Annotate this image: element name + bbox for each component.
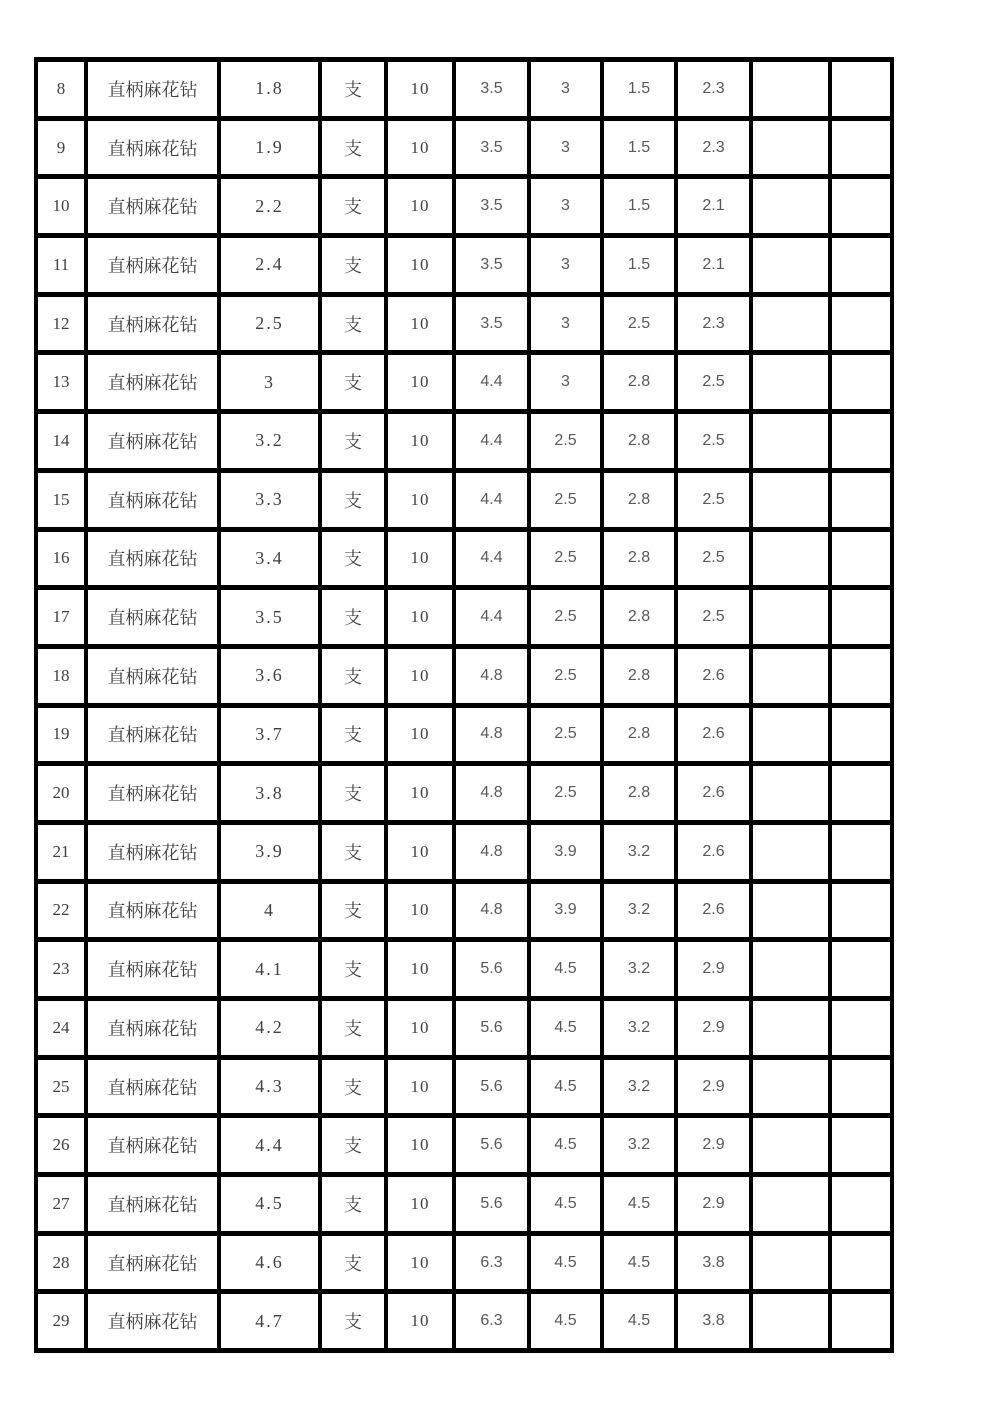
table-row [36, 60, 892, 119]
cell-quantity: 10 [386, 412, 454, 471]
cell-unit: 支 [320, 999, 386, 1058]
cell-blank-1 [751, 1292, 830, 1351]
cell-spec: 4.7 [219, 1292, 320, 1351]
cell-blank-1 [751, 470, 830, 529]
cell-value-4: 2.3 [676, 118, 751, 177]
cell-row-number: 21 [36, 822, 86, 881]
cell-value-3: 1.5 [602, 60, 676, 119]
cell-blank-2 [830, 294, 892, 353]
cell-spec: 3.3 [219, 470, 320, 529]
cell-quantity: 10 [386, 177, 454, 236]
cell-quantity: 10 [386, 236, 454, 295]
cell-unit: 支 [320, 353, 386, 412]
cell-value-3: 2.8 [602, 764, 676, 823]
cell-unit: 支 [320, 1116, 386, 1175]
cell-spec: 1.9 [219, 118, 320, 177]
cell-item-name: 直柄麻花钻 [86, 822, 219, 881]
cell-blank-1 [751, 60, 830, 119]
cell-value-1: 3.5 [454, 60, 529, 119]
cell-value-4: 2.1 [676, 236, 751, 295]
cell-blank-2 [830, 764, 892, 823]
cell-spec: 3.5 [219, 588, 320, 647]
cell-value-1: 5.6 [454, 1057, 529, 1116]
cell-item-name: 直柄麻花钻 [86, 764, 219, 823]
table-row [36, 646, 892, 705]
cell-unit: 支 [320, 529, 386, 588]
cell-quantity: 10 [386, 1057, 454, 1116]
cell-value-2: 3.9 [529, 881, 602, 940]
cell-value-2: 4.5 [529, 1233, 602, 1292]
cell-quantity: 10 [386, 294, 454, 353]
cell-unit: 支 [320, 60, 386, 119]
cell-value-4: 2.3 [676, 60, 751, 119]
cell-unit: 支 [320, 118, 386, 177]
cell-blank-2 [830, 60, 892, 119]
cell-value-3: 2.8 [602, 353, 676, 412]
cell-value-3: 1.5 [602, 236, 676, 295]
cell-item-name: 直柄麻花钻 [86, 588, 219, 647]
cell-value-4: 2.6 [676, 646, 751, 705]
cell-value-4: 3.8 [676, 1233, 751, 1292]
cell-item-name: 直柄麻花钻 [86, 646, 219, 705]
cell-value-3: 2.5 [602, 294, 676, 353]
cell-value-4: 2.9 [676, 1116, 751, 1175]
cell-blank-1 [751, 412, 830, 471]
cell-value-2: 3 [529, 294, 602, 353]
cell-blank-2 [830, 118, 892, 177]
cell-blank-2 [830, 1292, 892, 1351]
table-row [36, 705, 892, 764]
cell-blank-1 [751, 294, 830, 353]
cell-value-4: 2.3 [676, 294, 751, 353]
cell-value-3: 2.8 [602, 470, 676, 529]
cell-blank-2 [830, 999, 892, 1058]
cell-blank-1 [751, 822, 830, 881]
cell-spec: 3.8 [219, 764, 320, 823]
cell-unit: 支 [320, 1233, 386, 1292]
cell-unit: 支 [320, 1057, 386, 1116]
cell-value-2: 2.5 [529, 588, 602, 647]
cell-row-number: 18 [36, 646, 86, 705]
cell-item-name: 直柄麻花钻 [86, 999, 219, 1058]
cell-value-4: 2.5 [676, 470, 751, 529]
cell-blank-1 [751, 529, 830, 588]
cell-value-1: 6.3 [454, 1233, 529, 1292]
cell-row-number: 26 [36, 1116, 86, 1175]
table-row [36, 588, 892, 647]
cell-blank-1 [751, 764, 830, 823]
cell-value-2: 3 [529, 353, 602, 412]
cell-value-3: 1.5 [602, 177, 676, 236]
cell-quantity: 10 [386, 60, 454, 119]
cell-spec: 2.2 [219, 177, 320, 236]
cell-quantity: 10 [386, 881, 454, 940]
cell-quantity: 10 [386, 646, 454, 705]
cell-value-3: 3.2 [602, 1116, 676, 1175]
cell-blank-2 [830, 646, 892, 705]
cell-value-3: 3.2 [602, 940, 676, 999]
cell-value-3: 2.8 [602, 588, 676, 647]
cell-spec: 4.3 [219, 1057, 320, 1116]
table-row [36, 412, 892, 471]
cell-blank-2 [830, 940, 892, 999]
cell-item-name: 直柄麻花钻 [86, 353, 219, 412]
cell-value-2: 4.5 [529, 999, 602, 1058]
cell-unit: 支 [320, 1175, 386, 1234]
cell-unit: 支 [320, 881, 386, 940]
cell-spec: 4.6 [219, 1233, 320, 1292]
cell-blank-2 [830, 353, 892, 412]
cell-value-1: 3.5 [454, 294, 529, 353]
cell-unit: 支 [320, 412, 386, 471]
cell-spec: 4 [219, 881, 320, 940]
cell-row-number: 17 [36, 588, 86, 647]
cell-spec: 4.2 [219, 999, 320, 1058]
cell-value-2: 3.9 [529, 822, 602, 881]
cell-item-name: 直柄麻花钻 [86, 236, 219, 295]
table-row [36, 177, 892, 236]
cell-value-3: 3.2 [602, 999, 676, 1058]
cell-value-3: 3.2 [602, 1057, 676, 1116]
table-row [36, 822, 892, 881]
cell-row-number: 16 [36, 529, 86, 588]
cell-blank-2 [830, 881, 892, 940]
table-row [36, 1057, 892, 1116]
cell-value-2: 4.5 [529, 940, 602, 999]
cell-quantity: 10 [386, 822, 454, 881]
cell-blank-1 [751, 118, 830, 177]
cell-blank-1 [751, 705, 830, 764]
cell-row-number: 20 [36, 764, 86, 823]
cell-value-2: 2.5 [529, 470, 602, 529]
cell-row-number: 28 [36, 1233, 86, 1292]
cell-blank-1 [751, 588, 830, 647]
cell-value-1: 5.6 [454, 940, 529, 999]
cell-blank-1 [751, 1116, 830, 1175]
drill-inventory-table [34, 57, 894, 1353]
cell-value-4: 2.9 [676, 999, 751, 1058]
cell-blank-1 [751, 236, 830, 295]
cell-blank-2 [830, 705, 892, 764]
cell-row-number: 15 [36, 470, 86, 529]
cell-spec: 3.4 [219, 529, 320, 588]
cell-spec: 3.7 [219, 705, 320, 764]
cell-blank-2 [830, 1057, 892, 1116]
cell-blank-2 [830, 529, 892, 588]
cell-quantity: 10 [386, 1292, 454, 1351]
cell-quantity: 10 [386, 940, 454, 999]
cell-row-number: 24 [36, 999, 86, 1058]
cell-unit: 支 [320, 588, 386, 647]
cell-row-number: 11 [36, 236, 86, 295]
cell-value-3: 2.8 [602, 412, 676, 471]
cell-unit: 支 [320, 470, 386, 529]
cell-quantity: 10 [386, 1233, 454, 1292]
cell-value-3: 2.8 [602, 705, 676, 764]
cell-blank-1 [751, 999, 830, 1058]
cell-value-2: 4.5 [529, 1175, 602, 1234]
cell-value-2: 2.5 [529, 646, 602, 705]
cell-value-2: 3 [529, 118, 602, 177]
cell-value-1: 4.8 [454, 705, 529, 764]
cell-value-4: 2.6 [676, 822, 751, 881]
table-row [36, 470, 892, 529]
cell-blank-2 [830, 177, 892, 236]
cell-value-4: 2.6 [676, 764, 751, 823]
cell-item-name: 直柄麻花钻 [86, 881, 219, 940]
cell-value-2: 2.5 [529, 764, 602, 823]
cell-row-number: 27 [36, 1175, 86, 1234]
cell-row-number: 10 [36, 177, 86, 236]
cell-spec: 2.4 [219, 236, 320, 295]
cell-value-1: 4.8 [454, 764, 529, 823]
cell-quantity: 10 [386, 588, 454, 647]
cell-value-4: 2.9 [676, 1175, 751, 1234]
cell-quantity: 10 [386, 118, 454, 177]
cell-spec: 3.2 [219, 412, 320, 471]
cell-item-name: 直柄麻花钻 [86, 529, 219, 588]
cell-unit: 支 [320, 294, 386, 353]
cell-value-3: 2.8 [602, 529, 676, 588]
cell-value-1: 4.8 [454, 881, 529, 940]
cell-quantity: 10 [386, 1116, 454, 1175]
cell-value-2: 4.5 [529, 1057, 602, 1116]
cell-unit: 支 [320, 822, 386, 881]
cell-value-3: 4.5 [602, 1233, 676, 1292]
cell-value-2: 2.5 [529, 412, 602, 471]
cell-spec: 4.5 [219, 1175, 320, 1234]
cell-row-number: 8 [36, 60, 86, 119]
cell-value-4: 2.6 [676, 881, 751, 940]
cell-item-name: 直柄麻花钻 [86, 1057, 219, 1116]
cell-unit: 支 [320, 177, 386, 236]
cell-blank-1 [751, 940, 830, 999]
cell-value-3: 4.5 [602, 1175, 676, 1234]
table-row [36, 353, 892, 412]
cell-value-1: 4.4 [454, 470, 529, 529]
cell-value-4: 2.1 [676, 177, 751, 236]
cell-value-1: 4.4 [454, 353, 529, 412]
cell-value-1: 3.5 [454, 236, 529, 295]
cell-value-2: 3 [529, 236, 602, 295]
cell-blank-1 [751, 646, 830, 705]
cell-value-1: 3.5 [454, 118, 529, 177]
cell-blank-1 [751, 1057, 830, 1116]
cell-unit: 支 [320, 646, 386, 705]
cell-value-2: 3 [529, 60, 602, 119]
table-row [36, 1116, 892, 1175]
table-row [36, 236, 892, 295]
cell-value-2: 4.5 [529, 1116, 602, 1175]
cell-item-name: 直柄麻花钻 [86, 118, 219, 177]
cell-row-number: 25 [36, 1057, 86, 1116]
cell-value-1: 4.8 [454, 646, 529, 705]
table-row [36, 764, 892, 823]
cell-blank-2 [830, 412, 892, 471]
cell-blank-1 [751, 353, 830, 412]
cell-value-4: 2.5 [676, 353, 751, 412]
cell-item-name: 直柄麻花钻 [86, 177, 219, 236]
cell-blank-2 [830, 822, 892, 881]
cell-row-number: 14 [36, 412, 86, 471]
cell-value-3: 4.5 [602, 1292, 676, 1351]
cell-item-name: 直柄麻花钻 [86, 940, 219, 999]
cell-unit: 支 [320, 1292, 386, 1351]
table-row [36, 529, 892, 588]
cell-spec: 3.6 [219, 646, 320, 705]
cell-value-3: 2.8 [602, 646, 676, 705]
cell-value-4: 2.9 [676, 1057, 751, 1116]
cell-value-4: 2.5 [676, 529, 751, 588]
cell-item-name: 直柄麻花钻 [86, 60, 219, 119]
cell-unit: 支 [320, 764, 386, 823]
cell-item-name: 直柄麻花钻 [86, 1292, 219, 1351]
table-row [36, 1233, 892, 1292]
cell-spec: 3 [219, 353, 320, 412]
cell-value-3: 1.5 [602, 118, 676, 177]
cell-row-number: 19 [36, 705, 86, 764]
cell-value-3: 3.2 [602, 881, 676, 940]
cell-row-number: 23 [36, 940, 86, 999]
cell-blank-2 [830, 236, 892, 295]
cell-spec: 4.1 [219, 940, 320, 999]
table-row [36, 1292, 892, 1351]
cell-spec: 4.4 [219, 1116, 320, 1175]
cell-value-4: 2.5 [676, 588, 751, 647]
cell-blank-1 [751, 1233, 830, 1292]
table-row [36, 999, 892, 1058]
cell-unit: 支 [320, 705, 386, 764]
cell-blank-2 [830, 470, 892, 529]
cell-spec: 2.5 [219, 294, 320, 353]
table-row [36, 881, 892, 940]
cell-value-3: 3.2 [602, 822, 676, 881]
cell-blank-1 [751, 881, 830, 940]
cell-quantity: 10 [386, 1175, 454, 1234]
cell-row-number: 29 [36, 1292, 86, 1351]
cell-value-1: 4.4 [454, 588, 529, 647]
cell-blank-1 [751, 177, 830, 236]
cell-unit: 支 [320, 236, 386, 295]
cell-value-1: 5.6 [454, 1175, 529, 1234]
cell-blank-2 [830, 1116, 892, 1175]
cell-value-1: 4.8 [454, 822, 529, 881]
cell-spec: 3.9 [219, 822, 320, 881]
cell-value-2: 2.5 [529, 705, 602, 764]
cell-quantity: 10 [386, 353, 454, 412]
cell-item-name: 直柄麻花钻 [86, 705, 219, 764]
cell-blank-2 [830, 1233, 892, 1292]
cell-value-1: 6.3 [454, 1292, 529, 1351]
table-row [36, 1175, 892, 1234]
cell-spec: 1.8 [219, 60, 320, 119]
cell-value-2: 2.5 [529, 529, 602, 588]
cell-value-1: 5.6 [454, 999, 529, 1058]
cell-blank-1 [751, 1175, 830, 1234]
cell-blank-2 [830, 1175, 892, 1234]
cell-item-name: 直柄麻花钻 [86, 1116, 219, 1175]
cell-item-name: 直柄麻花钻 [86, 294, 219, 353]
cell-value-4: 2.9 [676, 940, 751, 999]
cell-row-number: 13 [36, 353, 86, 412]
cell-row-number: 12 [36, 294, 86, 353]
cell-unit: 支 [320, 940, 386, 999]
cell-value-1: 5.6 [454, 1116, 529, 1175]
cell-quantity: 10 [386, 999, 454, 1058]
cell-value-2: 3 [529, 177, 602, 236]
cell-value-4: 2.6 [676, 705, 751, 764]
cell-value-2: 4.5 [529, 1292, 602, 1351]
cell-value-1: 4.4 [454, 529, 529, 588]
cell-quantity: 10 [386, 705, 454, 764]
cell-row-number: 9 [36, 118, 86, 177]
table-row [36, 294, 892, 353]
cell-item-name: 直柄麻花钻 [86, 1175, 219, 1234]
cell-quantity: 10 [386, 470, 454, 529]
cell-value-4: 2.5 [676, 412, 751, 471]
cell-blank-2 [830, 588, 892, 647]
table-row [36, 118, 892, 177]
table-row [36, 940, 892, 999]
cell-quantity: 10 [386, 764, 454, 823]
cell-value-1: 4.4 [454, 412, 529, 471]
cell-item-name: 直柄麻花钻 [86, 412, 219, 471]
cell-row-number: 22 [36, 881, 86, 940]
cell-item-name: 直柄麻花钻 [86, 470, 219, 529]
cell-value-4: 3.8 [676, 1292, 751, 1351]
cell-value-1: 3.5 [454, 177, 529, 236]
cell-item-name: 直柄麻花钻 [86, 1233, 219, 1292]
cell-quantity: 10 [386, 529, 454, 588]
